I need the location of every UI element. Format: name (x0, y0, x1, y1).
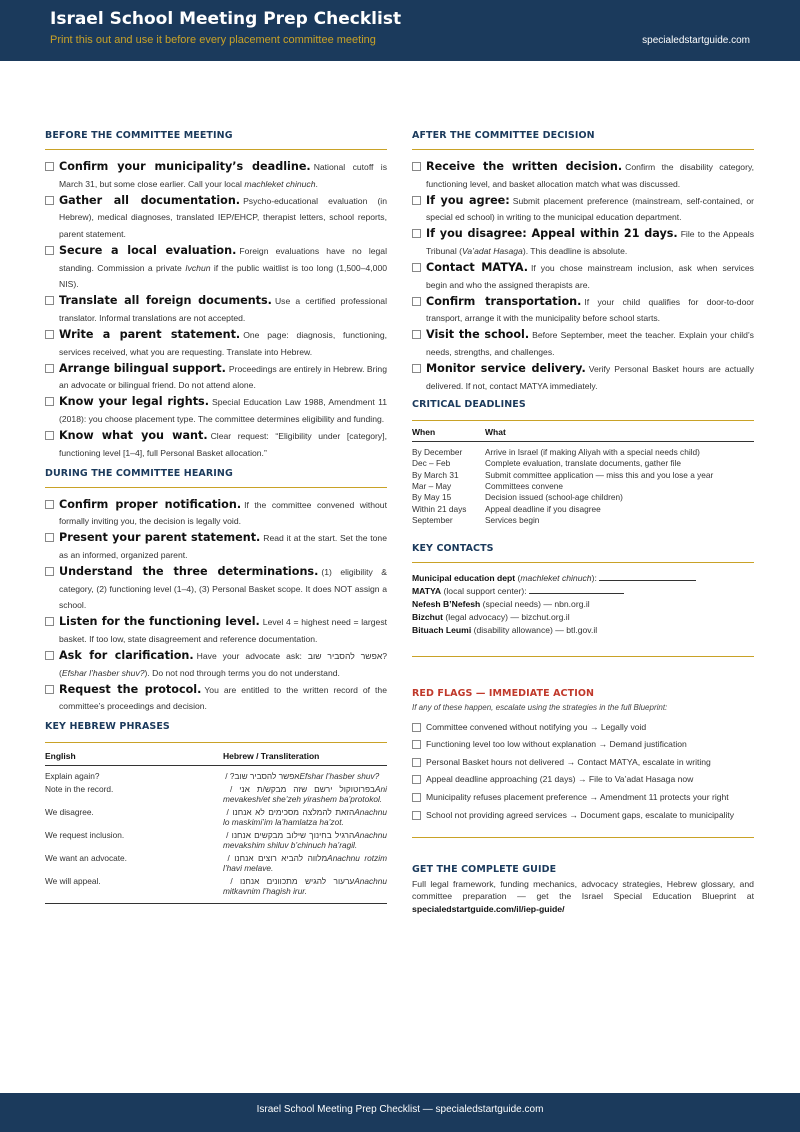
deadlines-col-what: What (485, 420, 754, 441)
phrase-hebrew: בפרוטוקול ירשם שזה מבקש/ת אני / Ani mevakesh/et she’zeh yirashem ba’protokol. (223, 783, 387, 805)
item-title: Understand the three determinations. (59, 565, 319, 579)
checkbox[interactable] (412, 229, 421, 238)
checklist-item[interactable] (45, 243, 387, 293)
contacts-list (412, 572, 754, 638)
checkbox[interactable] (45, 162, 54, 171)
contact-bituach: Bituach Leumi (disability allowance) — btl.gov.il (412, 625, 598, 636)
item-title: Confirm transportation. (426, 294, 582, 308)
phrase-english: Explain again? (45, 771, 100, 782)
contact-bizchut: Bizchut (legal advocacy) — bizchut.org.il (412, 612, 570, 623)
item-title: Write a parent statement. (59, 327, 241, 341)
item-title: Contact MATYA. (426, 261, 528, 275)
deadline-what: Complete evaluation, translate documents, gather file (485, 458, 682, 469)
checklist-item[interactable] (45, 564, 387, 614)
phrase-english: We will appeal. (45, 875, 223, 904)
checkbox[interactable] (45, 431, 54, 440)
checklist-item[interactable] (45, 428, 387, 461)
left-column (45, 130, 387, 904)
deadline-when: By December (412, 446, 463, 457)
checkbox[interactable] (45, 651, 54, 660)
table-row (45, 766, 387, 783)
item-text-tail: . (315, 178, 318, 189)
item-title: If you agree: (426, 193, 510, 207)
checklist-item[interactable] (45, 530, 387, 563)
item-title: Receive the written decision. (426, 160, 623, 173)
table-row (412, 470, 754, 481)
item-text: Level 4 = highest need = largest basket. If too low, state disagreement and reference documentation. (59, 617, 388, 644)
during-checklist (45, 497, 387, 715)
item-text: (1) eligibility & category, (2) functioning level (1–4), (3) Personal Basket scope. It does NOT assign a school. (59, 567, 388, 611)
flag-item[interactable] (412, 771, 754, 789)
item-text: Use a certified professional translator. Informal translations are not accepted. (59, 296, 387, 323)
item-text: Submit placement preference (mainstream, self-contained, or special ed school) in writing to the municipal education department. (426, 195, 754, 223)
table-row (45, 829, 387, 852)
item-emphasis: machleket chinuch (244, 178, 316, 189)
deadline-what: Appeal deadline if you disagree (485, 503, 601, 514)
table-row (412, 481, 754, 492)
deadline-what: Committees convene (485, 481, 563, 492)
item-title: Confirm proper notification. (59, 497, 242, 511)
item-emphasis: Efshar l’hasber shuv? (61, 667, 145, 678)
table-row (45, 875, 387, 904)
before-checklist (45, 159, 387, 461)
checkbox[interactable] (412, 775, 421, 784)
site-url[interactable]: specialedstartguide.com (642, 35, 750, 46)
flags-intro: If any of these happen, escalate using the strategies in the full Blueprint: (412, 702, 668, 712)
flag-item[interactable] (412, 719, 754, 737)
checkbox[interactable] (45, 397, 54, 406)
deadline-what: Arrive in Israel (if making Aliyah with a special needs child) (485, 446, 700, 457)
guide-link[interactable]: specialedstartguide.com/il/iep-guide/ (412, 903, 565, 914)
phrase-english: We disagree. (45, 806, 94, 817)
phrase-english: We want an advocate. (45, 852, 127, 863)
table-row (45, 783, 387, 806)
right-column (412, 130, 754, 915)
checkbox[interactable] (412, 196, 421, 205)
table-row (45, 806, 387, 829)
contacts-heading: KEY CONTACTS (412, 543, 754, 563)
phrase-hebrew: הזאת להמלצה מסכימים לא אנחנו / Anachnu lo maskimi’im la’hamlatza ha’zot. (223, 806, 387, 828)
checkbox[interactable] (412, 758, 421, 767)
deadlines-table (412, 420, 754, 527)
checkbox[interactable] (45, 533, 54, 542)
item-text: If your child qualifies for door-to-door transport, arrange it with the municipality before school starts. (426, 296, 754, 324)
deadline-what: Decision issued (school-age children) (485, 492, 623, 503)
item-text-tail: if the public waitlist is too long (1,500–4,000 NIS). (59, 262, 388, 290)
item-text: National cutoff is March 31, but some close earlier. Call your local (59, 162, 388, 189)
deadline-when: Within 21 days (412, 503, 467, 514)
checklist-item[interactable] (412, 361, 754, 394)
item-text: Before September, meet the teacher. Explain your child’s needs, strengths, and challenges. (426, 330, 754, 358)
item-text-tail: ). Do not nod through terms you do not understand. (144, 667, 340, 678)
write-in-line (599, 573, 696, 581)
item-title: Secure a local evaluation. (59, 243, 237, 257)
checklist-item[interactable] (412, 260, 754, 293)
item-text: If you chose mainstream inclusion, ask when services begin and who the assigned therapists are. (426, 263, 754, 290)
item-text: Verify Personal Basket hours are actually delivered. If not, contact MATYA immediately. (426, 364, 754, 391)
checklist-item[interactable] (45, 497, 387, 530)
page-title: Israel School Meeting Prep Checklist (50, 9, 402, 29)
item-title: Translate all foreign documents. (59, 294, 272, 308)
table-row (412, 441, 754, 458)
deadline-when: September (412, 515, 453, 526)
item-title: Know what you want. (59, 429, 208, 442)
item-title: Gather all documentation. (59, 193, 241, 207)
flags-checklist (412, 719, 754, 825)
item-text: One page: diagnosis, functioning, services received, what you are requesting. Translate into Hebrew. (59, 329, 387, 357)
item-text: Proceedings are entirely in Hebrew. Bring an advocate or bilingual friend. Do not attend alone. (59, 363, 387, 391)
flag-item[interactable] (412, 789, 754, 807)
checklist-item[interactable] (45, 327, 387, 360)
phrases-col-english: English (45, 743, 223, 766)
checklist-item[interactable] (45, 293, 387, 326)
checklist-item[interactable] (412, 294, 754, 327)
flags-heading: RED FLAGS — IMMEDIATE ACTION (412, 687, 595, 699)
page-footer: Israel School Meeting Prep Checklist — specialedstartguide.com (0, 1093, 800, 1132)
after-checklist (412, 159, 754, 394)
checklist-item[interactable] (45, 193, 387, 243)
checklist-item[interactable] (45, 614, 387, 647)
deadline-when: By March 31 (412, 469, 459, 480)
item-title: Visit the school. (426, 328, 530, 342)
flag-text: Appeal deadline approaching (21 days) → File to Va’adat Hasaga now (426, 774, 694, 785)
checkbox[interactable] (45, 196, 54, 205)
table-row (412, 458, 754, 469)
checkbox[interactable] (412, 793, 421, 802)
flag-text: School not providing agreed services → Document gaps, escalate to municipality (426, 809, 735, 820)
checklist-item[interactable] (45, 159, 387, 192)
item-title: Request the protocol. (59, 682, 202, 696)
item-title: If you disagree: Appeal within 21 days. (426, 227, 678, 241)
after-heading: AFTER THE COMMITTEE DECISION (412, 130, 754, 150)
during-heading: DURING THE COMMITTEE HEARING (45, 468, 387, 488)
guide-text: Full legal framework, funding mechanics, advocacy strategies, Hebrew glossary, and committee preparation — get the Israel Special Education Blueprint at specialedstartguide.com/il/iep-guide/ (412, 879, 754, 914)
item-text: You are entitled to the written record of the committee’s proceedings and decision. (59, 684, 387, 712)
checklist-item[interactable] (412, 193, 754, 226)
checkbox[interactable] (45, 296, 54, 305)
flag-text: Functioning level too low without explanation → Demand justification (426, 739, 687, 750)
item-title: Know your legal rights. (59, 395, 209, 409)
item-emphasis: Va’adat Hasaga (461, 245, 523, 256)
checklist-item[interactable] (45, 648, 387, 681)
table-row (412, 504, 754, 515)
table-row (412, 492, 754, 503)
deadlines-col-when: When (412, 420, 485, 441)
item-emphasis: Ivchun (185, 262, 211, 273)
deadlines-heading: CRITICAL DEADLINES (412, 398, 526, 410)
before-heading: BEFORE THE COMMITTEE MEETING (45, 130, 387, 150)
deadline-what: Submit committee application — miss this and you lose a year (485, 469, 714, 480)
item-text: Read it at the start. Set the tone as an informed, organized parent. (59, 533, 387, 560)
item-text: Have your advocate ask: אפשר להסביר שוב? ( (59, 651, 387, 678)
contact-nefesh: Nefesh B’Nefesh (special needs) — nbn.org.il (412, 599, 590, 610)
checkbox[interactable] (45, 246, 54, 255)
checklist-item[interactable] (412, 226, 754, 259)
deadline-when: By May 15 (412, 492, 452, 503)
item-title: Listen for the functioning level. (59, 615, 260, 629)
flag-item[interactable] (412, 736, 754, 754)
contact-municipal: Municipal education dept (machleket chinuch): (412, 572, 754, 585)
checkbox[interactable] (45, 685, 54, 694)
checklist-item[interactable] (45, 682, 387, 715)
write-in-line (529, 586, 624, 594)
item-text: Psycho-educational evaluation (in Hebrew), medical diagnoses, translated IEP/EHCP, therapist letters, school reports, parent statement. (59, 195, 387, 239)
item-title: Monitor service delivery. (426, 362, 586, 376)
item-text: Special Education Law 1988, Amendment 11 (2018): you choose placement type. The committee determines eligibility and funding. (59, 397, 387, 424)
phrase-hebrew: הרגיל בחינוך שילוב מבקשים אנחנו / Anachnu mevakshim shiluv b’chinuch ha’ragil. (223, 829, 387, 851)
checkbox[interactable] (412, 162, 421, 171)
item-text: Foreign evaluations have no legal standing. Commission a private (59, 245, 387, 273)
checkbox[interactable] (412, 364, 421, 373)
checklist-item[interactable] (412, 327, 754, 360)
item-title: Arrange bilingual support. (59, 361, 226, 375)
checkbox[interactable] (45, 500, 54, 509)
phrase-hebrew: ערעור להגיש מתכוונים אנחנו / Anachnu mitkavnim l’hagish irur. (223, 875, 387, 904)
checkbox[interactable] (412, 263, 421, 272)
item-text: File to the Appeals Tribunal ( (426, 229, 754, 256)
contact-matya: MATYA (local support center): (412, 585, 754, 598)
deadline-when: Dec – Feb (412, 458, 451, 469)
table-row (45, 852, 387, 875)
item-title: Present your parent statement. (59, 531, 261, 545)
item-text: Clear request: “Eligibility under [category], functioning level [1–4], full Personal Basket allocation.” (59, 431, 387, 458)
checkbox[interactable] (45, 364, 54, 373)
phrase-hebrew: מלווה להביא רוצים אנחנו / Anachnu rotzim l’havi melave. (223, 852, 387, 874)
item-title: Ask for clarification. (59, 649, 194, 663)
flag-item[interactable] (412, 807, 754, 825)
flag-item[interactable] (412, 754, 754, 772)
checkbox[interactable] (412, 740, 421, 749)
checklist-item[interactable] (45, 361, 387, 394)
checkbox[interactable] (412, 297, 421, 306)
page-subtitle: Print this out and use it before every placement committee meeting (50, 34, 376, 46)
phrases-col-hebrew: Hebrew / Transliteration (223, 743, 387, 766)
phrases-table (45, 742, 387, 904)
phrase-english: We request inclusion. (45, 829, 125, 840)
phrase-hebrew: אפשר להסביר שוב? / Efshar l’hasber shuv? (223, 771, 380, 782)
deadline-when: Mar – May (412, 481, 452, 492)
guide-heading: GET THE COMPLETE GUIDE (412, 864, 557, 876)
phrase-english: Note in the record. (45, 783, 114, 794)
checkbox[interactable] (412, 811, 421, 820)
checkbox[interactable] (412, 330, 421, 339)
flag-text: Committee convened without notifying you → Legally void (426, 721, 647, 732)
item-title: Confirm your municipality’s deadline. (59, 160, 311, 173)
checkbox[interactable] (412, 723, 421, 732)
page-header (0, 0, 800, 61)
item-text-tail: ). This deadline is absolute. (522, 245, 628, 256)
checklist-item[interactable] (45, 394, 387, 427)
flag-text: Municipality refuses placement preference → Amendment 11 protects your right (426, 792, 729, 803)
phrases-heading: KEY HEBREW PHRASES (45, 721, 170, 733)
checkbox[interactable] (45, 567, 54, 576)
checkbox[interactable] (45, 617, 54, 626)
checklist-item[interactable] (412, 159, 754, 192)
table-row (412, 515, 754, 526)
flag-text: Personal Basket hours not delivered → Contact MATYA, escalate in writing (426, 756, 711, 767)
deadline-what: Services begin (485, 515, 540, 526)
checkbox[interactable] (45, 330, 54, 339)
item-text: If the committee convened without formally inviting you, the decision is legally void. (59, 499, 387, 527)
item-text: Confirm the disability category, functioning level, and basket allocation match what was discussed. (426, 162, 754, 189)
